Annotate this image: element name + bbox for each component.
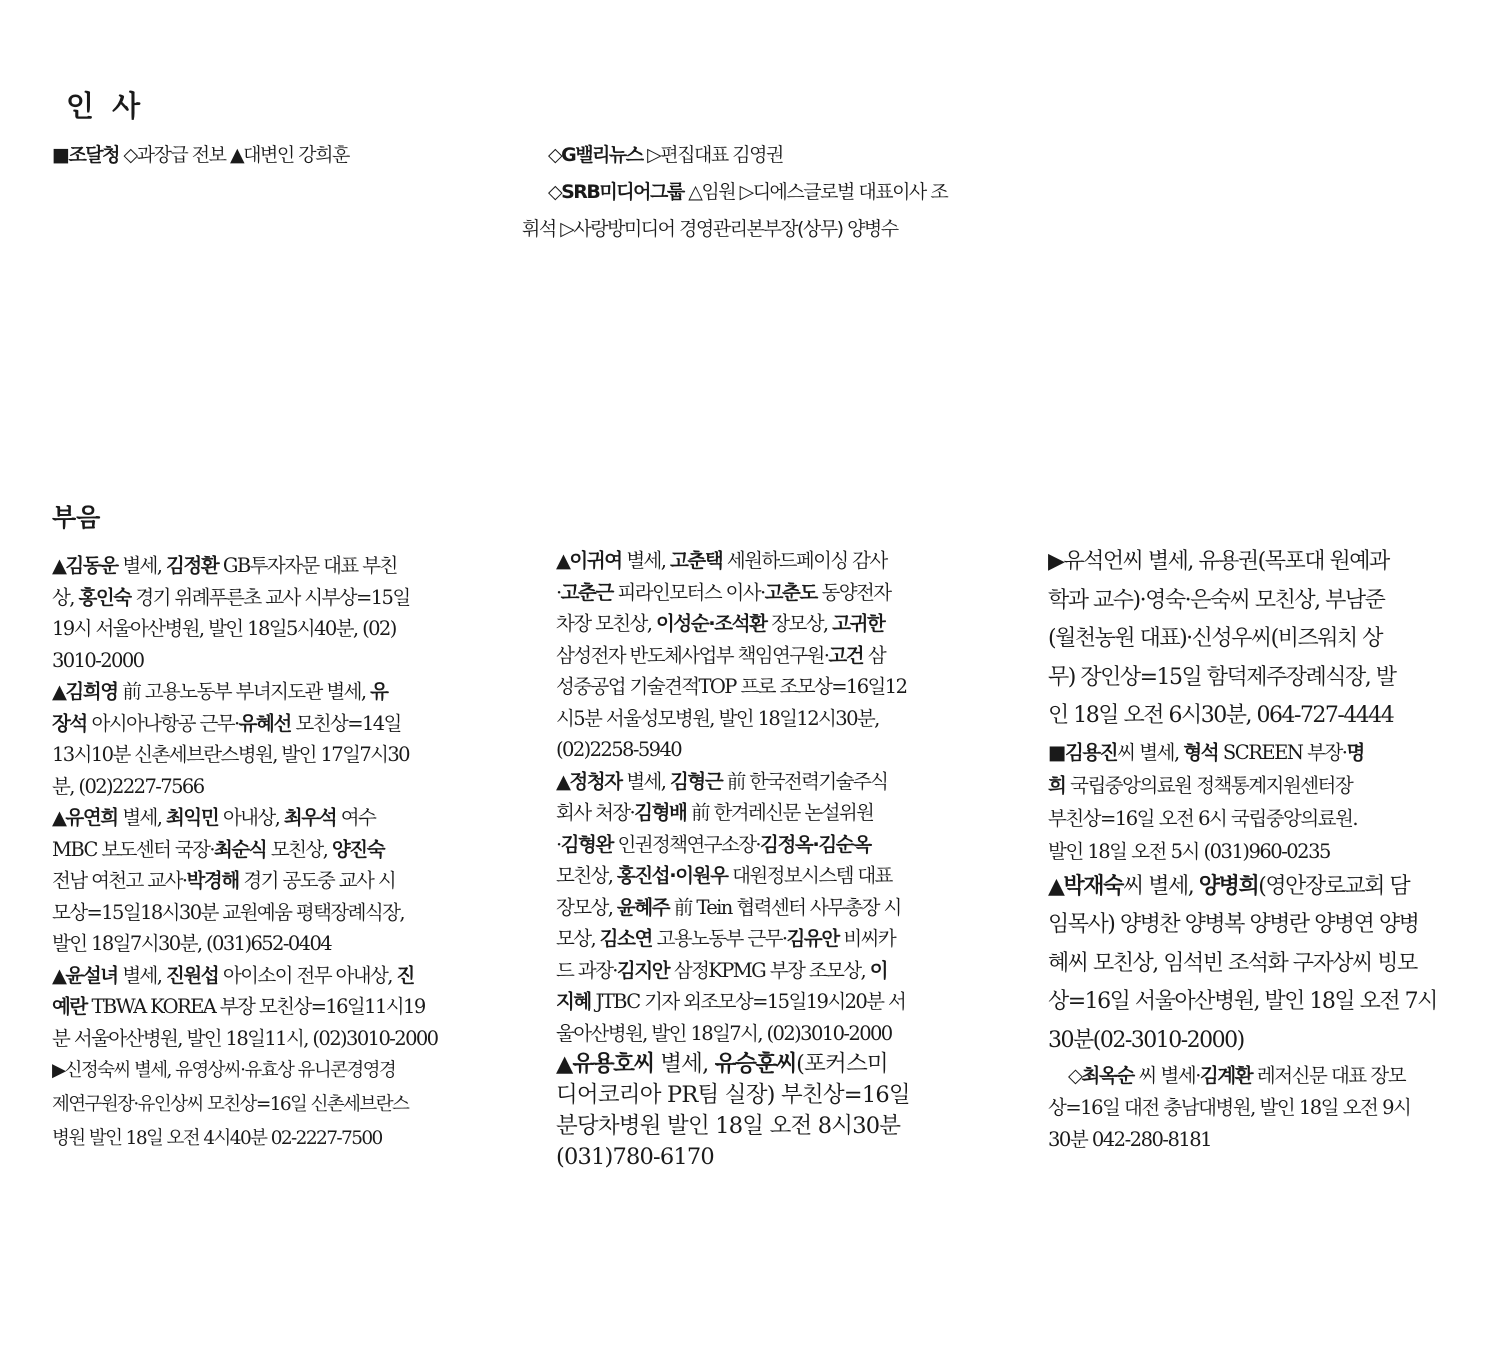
obituary-entry: ▲정청자 별세, 김형근 前 한국전력기술주식 회사 처장·김형배 前 한겨레신문 논설위원 ·김형완 인권정책연구소장·김정옥·김순옥 모친상, 홍진섭·이원우 대원정보시스템 대표 장모상, 윤혜주 前 Tein 협력센터 사무총장 시 모상, 김소연 고용노동부 근무·김유안 비씨카 드 과장·김지안 삼정KPMG 부장 조모상, 이 지혜 JTBC 기자 외조모상=15일19시20분 서 울아산병원, 발인 18일7시, (02)3010-2000: [556, 769, 906, 1045]
obituary-entry: ◇최옥순 씨 별세·김계환 레저신문 대표 장모 상=16일 대전 충남대병원, 발인 18일 오전 9시 30분 042-280-8181: [1048, 1064, 1411, 1151]
insa-gvalley-org: ◇G밸리뉴스: [548, 144, 643, 166]
obituary-entry: ▲김희영 前 고용노동부 부녀지도관 별세, 유 장석 아시아나항공 근무·유혜선 모친상=14일 13시10분 신촌세브란스병원, 발인 17일7시30 분, (02)2227-7566: [52, 680, 409, 798]
insa-section-title: 인 사: [66, 89, 145, 123]
bueum-section-title: 부음: [52, 503, 101, 532]
obituary-column-1: [52, 550, 452, 1156]
insa-srb-detail-2: 휘석 ▷사랑방미디어 경영관리본부장(상무) 양병수: [522, 218, 898, 240]
obituary-entry: ▶유석언씨 별세, 유용권(목포대 원예과 학과 교수)·영숙·은숙씨 모친상, 부남준 (월천농원 대표)·신성우씨(비즈워치 상 무) 장인상=15일 함덕제주장례식장, 발 인 18일 오전 6시30분, 064-727-4444: [1048, 549, 1396, 728]
obituary-entry: ▲윤설녀 별세, 진원섭 아이소이 전무 아내상, 진 예란 TBWA KOREA 부장 모친상=16일11시19 분 서울아산병원, 발인 18일11시, (02)3010-2000: [52, 963, 438, 1050]
obituary-column-2: [556, 545, 956, 1173]
insa-gvalley-line: [548, 143, 783, 167]
obituary-column-3: [1048, 543, 1458, 1156]
obituary-entry: ▲유용호씨 별세, 유승훈씨(포커스미 디어코리아 PR팀 실장) 부친상=16일 분당차병원 발인 18일 오전 8시30분 (031)780-6170: [556, 1051, 910, 1170]
insa-srb-detail-1: △임원 ▷디에스글로벌 대표이사 조: [683, 181, 948, 203]
obituary-entry: ▲이귀여 별세, 고춘택 세원하드페이싱 감사 ·고춘근 피라인모터스 이사·고춘도 동양전자 차장 모친상, 이성순·조석환 장모상, 고귀한 삼성전자 반도체사업부 책임연구원·고건 삼 성중공업 기술견적TOP 프로 조모상=16일12 시5분 서울성모병원, 발인 18일12시30분, (02)2258-5940: [556, 549, 907, 761]
square-bullet-icon: ■: [52, 144, 69, 166]
insa-srb-org: ◇SRB미디어그룹: [548, 181, 684, 203]
insa-srb-line-2: [522, 217, 898, 241]
insa-jodal-line: [52, 143, 349, 167]
obituary-entry: ▲김동운 별세, 김정환 GB투자자문 대표 부친 상, 홍인숙 경기 위례푸른초 교사 시부상=15일 19시 서울아산병원, 발인 18일5시40분, (02) 3010-2000: [52, 554, 410, 672]
insa-jodal-org: 조달청: [68, 144, 120, 166]
insa-jodal-detail: ◇과장급 전보 ▲대변인 강희훈: [119, 144, 349, 166]
insa-srb-line: [548, 180, 947, 204]
insa-gvalley-detail: ▷편집대표 김영권: [642, 144, 783, 166]
obituary-entry: ■김용진씨 별세, 형석 SCREEN 부장·명 희 국립중앙의료원 정책통계지원센터장 부친상=16일 오전 6시 국립중앙의료원. 발인 18일 오전 5시 (031)960-0235: [1048, 740, 1364, 863]
obituary-entry: ▶신정숙씨 별세, 유영상씨·유효상 유니콘경영경 제연구원장·유인상씨 모친상=16일 신촌세브란스 병원 발인 18일 오전 4시40분 02-2227-7500: [52, 1060, 409, 1149]
obituary-entry: ▲박재숙씨 별세, 양병희(영안장로교회 담 임목사) 양병찬 양병복 양병란 양병연 양병 혜씨 모친상, 임석빈 조석화 구자상씨 빙모 상=16일 서울아산병원, 발인 18일 오전 7시 30분(02-3010-2000): [1048, 873, 1437, 1053]
obituary-entry: ▲유연희 별세, 최익민 아내상, 최우석 여수 MBC 보도센터 국장·최순식 모친상, 양진숙 전남 여천고 교사·박경해 경기 공도중 교사 시 모상=15일18시30분 교원예움 평택장례식장, 발인 18일7시30분, (031)652-0404: [52, 806, 404, 955]
